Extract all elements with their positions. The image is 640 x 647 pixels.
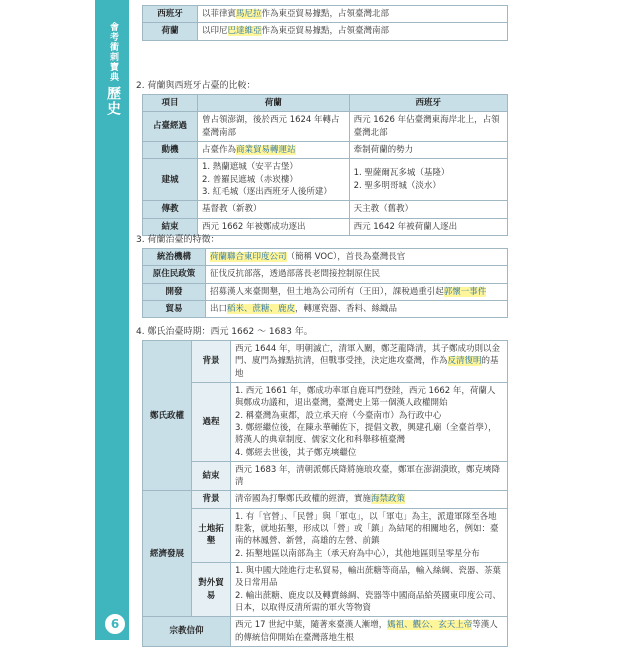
cell-spain: 西元 1642 年被荷蘭人逐出 xyxy=(349,218,507,235)
cell-netherlands: 1. 熱蘭遮城（安平古堡） 2. 普羅民遮城（赤崁樓） 3. 紅毛城（逐出西班牙人後所建） xyxy=(198,159,350,201)
table-row xyxy=(143,141,508,158)
table-row xyxy=(143,461,508,491)
section-heading-2: 2. 荷蘭與西班牙占臺的比較： xyxy=(136,81,256,91)
row-label: 荷蘭 xyxy=(143,23,198,40)
table-row xyxy=(143,201,508,218)
cell-spain: 1. 聖薩爾瓦多城（基隆） 2. 聖多明哥城（淡水） xyxy=(349,159,507,201)
table-row xyxy=(143,283,508,300)
section-heading-4: 4. 鄭氏治臺時期：西元 1662 ～ 1683 年。 xyxy=(136,327,313,337)
table-header-row xyxy=(143,95,508,112)
row-content: 1. 有「官營」、「民營」與「軍屯」，以「軍屯」為主，派遣軍隊至各地駐紮，就地拓墾，形成以「營」或「鎮」為結尾的相關地名，例如：臺南的林鳳營、新營，高雄的左營、前鎮 2. 拓墾地區以南部為主（承天府為中心），其他地區則呈零星分布 xyxy=(231,508,508,562)
table-row xyxy=(143,159,508,201)
col-header: 荷蘭 xyxy=(198,95,350,112)
col-header: 項目 xyxy=(143,95,198,112)
row-label: 占臺經過 xyxy=(143,112,198,142)
row-label: 背景 xyxy=(192,341,231,383)
row-content: 以菲律賓馬尼拉作為東亞貿易據點，占領臺灣北部 xyxy=(198,6,508,23)
table-row xyxy=(143,300,508,317)
features-table xyxy=(142,248,508,318)
highlight: 稻米、蔗糖、鹿皮 xyxy=(227,303,296,314)
row-content: 清帝國為打擊鄭氏政權的經濟，實施海禁政策 xyxy=(231,491,508,508)
page-number: 6 xyxy=(103,612,127,636)
table-row xyxy=(143,491,508,508)
cell-netherlands: 曾占領澎湖，後於西元 1624 年轉占臺灣南部 xyxy=(198,112,350,142)
book-title xyxy=(101,22,123,116)
cell-spain: 西元 1626 年佔臺灣東海岸北上，占領臺灣北部 xyxy=(349,112,507,142)
row-content: 以印尼巴達維亞作為東亞貿易據點，占領臺灣南部 xyxy=(198,23,508,40)
sidebar xyxy=(95,0,129,640)
row-label: 宗教信仰 xyxy=(143,617,231,647)
table-row xyxy=(143,617,508,647)
row-label: 結束 xyxy=(143,218,198,235)
highlight: 郭懷一事件 xyxy=(443,286,487,297)
table-row xyxy=(143,249,508,266)
group-label: 經濟發展 xyxy=(143,491,192,617)
row-content: 西元 17 世紀中葉，隨著來臺漢人漸增，媽祖、觀公、玄天上帝等漢人的傳統信仰開始在臺灣落地生根 xyxy=(231,617,508,647)
row-label: 開發 xyxy=(143,283,206,300)
row-content: 招募漢人來臺開墾，但土地為公司所有（王田），課稅過重引起郭懷一事件 xyxy=(206,283,508,300)
subject-label: 歷史 xyxy=(105,86,121,117)
row-label: 對外貿易 xyxy=(192,563,231,617)
row-label: 土地拓墾 xyxy=(192,508,231,562)
row-content: 荷蘭聯合東印度公司（簡稱 VOC），首長為臺灣長官 xyxy=(206,249,508,266)
table-row xyxy=(143,112,508,142)
highlight: 反清復明 xyxy=(447,356,482,367)
table-row xyxy=(143,382,508,461)
highlight: 媽祖、觀公、玄天上帝 xyxy=(387,620,473,631)
top-table xyxy=(142,5,508,41)
highlight: 海禁政策 xyxy=(371,494,406,505)
row-content: 西元 1683 年，清朝派鄭氏降將施琅攻臺，鄭軍在澎湖潰敗，鄭克塽降清 xyxy=(231,461,508,491)
series-label: 會考衝刺寶典 xyxy=(108,22,118,82)
table-row xyxy=(143,6,508,23)
compare-table xyxy=(142,94,508,236)
table-row xyxy=(143,266,508,283)
zheng-table xyxy=(142,340,508,647)
cell-netherlands: 基督教（新教） xyxy=(198,201,350,218)
table-row xyxy=(143,341,508,383)
row-content: 出口稻米、蔗糖、鹿皮，轉運瓷器、香料、絲織品 xyxy=(206,300,508,317)
row-label: 建城 xyxy=(143,159,198,201)
cell-spain: 牽制荷蘭的勢力 xyxy=(349,141,507,158)
section-heading-3: 3. 荷蘭治臺的特徵： xyxy=(136,235,220,245)
cell-netherlands: 占臺作為商業貿易轉運站 xyxy=(198,141,350,158)
cell-spain: 天主教（舊教） xyxy=(349,201,507,218)
row-label: 背景 xyxy=(192,491,231,508)
row-label: 動機 xyxy=(143,141,198,158)
row-content: 1. 與中國大陸進行走私貿易，輸出蔗糖等商品，輸入絲綢、瓷器、茶葉及日常用品 2. 輸出蔗糖、鹿皮以及轉賣絲綢、瓷器等中國商品給英國東印度公司、日本，以取得反清所需的軍火等物資 xyxy=(231,563,508,617)
table-row xyxy=(143,563,508,617)
row-content: 西元 1644 年，明朝滅亡，清軍入關，鄭芝龍降清，其子鄭成功則以金門、廈門為據點抗清，但戰事受挫，決定進攻臺灣，作為反清復明的基地 xyxy=(231,341,508,383)
table-row xyxy=(143,23,508,40)
row-label: 傳教 xyxy=(143,201,198,218)
row-label: 西班牙 xyxy=(143,6,198,23)
row-label: 貿易 xyxy=(143,300,206,317)
highlight: 巴達維亞 xyxy=(227,26,262,37)
row-label: 過程 xyxy=(192,382,231,461)
row-label: 統治機構 xyxy=(143,249,206,266)
cell-netherlands: 西元 1662 年被鄭成功逐出 xyxy=(198,218,350,235)
row-content: 征伐反抗部落，透過部落長老間接控制原住民 xyxy=(206,266,508,283)
col-header: 西班牙 xyxy=(349,95,507,112)
row-label: 原住民政策 xyxy=(143,266,206,283)
row-content: 1. 西元 1661 年，鄭成功率軍自鹿耳門登陸，西元 1662 年，荷蘭人與鄭成功議和，退出臺灣，臺灣史上第一個漢人政權開始 2. 稱臺灣為東都，設立承天府（今臺南市）為行政中心 3. 鄭經繼位後，在陳永華輔佐下，提倡文教，興建孔廟（全臺首學），將漢人的典章制度、儒家文化和科舉移植臺灣 4. 鄭經去世後，其子鄭克塽繼位 xyxy=(231,382,508,461)
highlight: 荷蘭聯合東印度公司 xyxy=(210,252,287,262)
table-row xyxy=(143,508,508,562)
highlight: 商業貿易轉運站 xyxy=(236,144,296,155)
highlight: 馬尼拉 xyxy=(236,9,262,19)
group-label: 鄭氏政權 xyxy=(143,341,192,491)
row-label: 結束 xyxy=(192,461,231,491)
